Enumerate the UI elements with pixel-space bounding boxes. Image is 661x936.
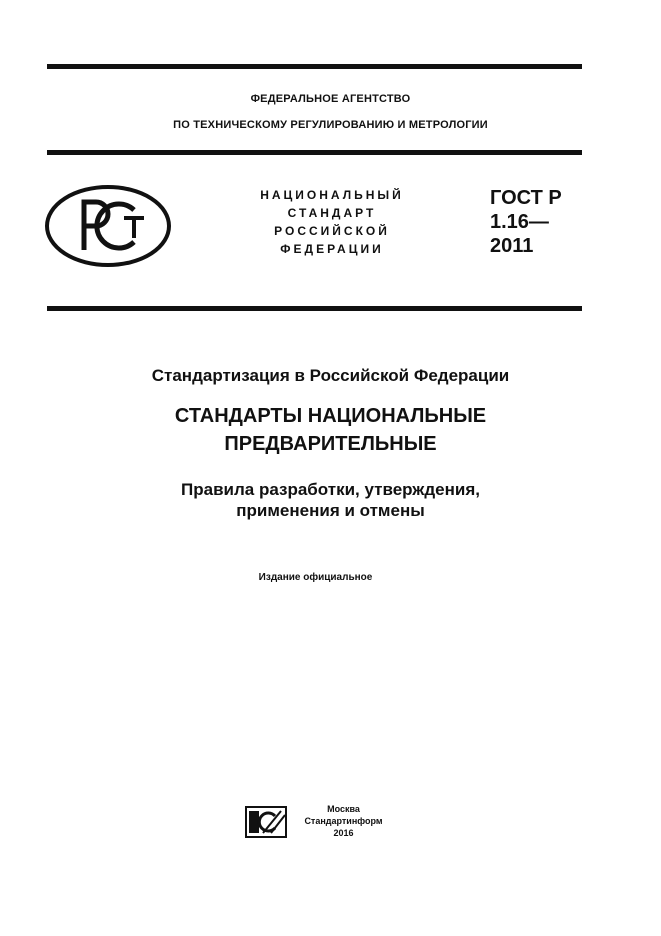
agency-name-line1: ФЕДЕРАЛЬНОЕ АГЕНТСТВО bbox=[250, 93, 411, 105]
agency-name-line2: ПО ТЕХНИЧЕСКОМУ РЕГУЛИРОВАНИЮ И МЕТРОЛОГИИ bbox=[173, 119, 488, 131]
main-title-line: ПРЕДВАРИТЕЛЬНЫЕ bbox=[224, 433, 437, 455]
national-standard-label bbox=[232, 186, 432, 258]
publisher-year: 2016 bbox=[333, 828, 354, 838]
national-line: СТАНДАРТ bbox=[287, 206, 377, 220]
publisher-name: Стандартинформ bbox=[304, 816, 383, 826]
gost-line: 2011 bbox=[490, 235, 534, 257]
document-main-title bbox=[0, 402, 661, 458]
gost-line: ГОСТ Р bbox=[490, 187, 562, 209]
standartinform-logo-icon bbox=[245, 806, 287, 838]
document-subtitle bbox=[0, 479, 661, 521]
national-line: ФЕДЕРАЦИИ bbox=[280, 242, 384, 256]
gost-r-logo-icon bbox=[44, 184, 172, 268]
gost-line: 1.16— bbox=[490, 211, 549, 233]
publisher-info bbox=[296, 803, 391, 839]
edition-label: Издание официальное bbox=[258, 572, 373, 583]
subtitle-line: Правила разработки, утверждения, bbox=[181, 480, 480, 499]
national-line: РОССИЙСКОЙ bbox=[274, 224, 390, 238]
national-line: НАЦИОНАЛЬНЫЙ bbox=[260, 188, 404, 202]
header-rule bbox=[47, 150, 582, 155]
standard-block-rule bbox=[47, 306, 582, 311]
gost-designation bbox=[490, 186, 562, 258]
publisher-city: Москва bbox=[327, 804, 360, 814]
subtitle-line: применения и отмены bbox=[236, 501, 425, 520]
main-title-line: СТАНДАРТЫ НАЦИОНАЛЬНЫЕ bbox=[174, 405, 487, 427]
top-rule bbox=[47, 64, 582, 69]
document-series-title: Стандартизация в Российской Федерации bbox=[151, 366, 510, 385]
